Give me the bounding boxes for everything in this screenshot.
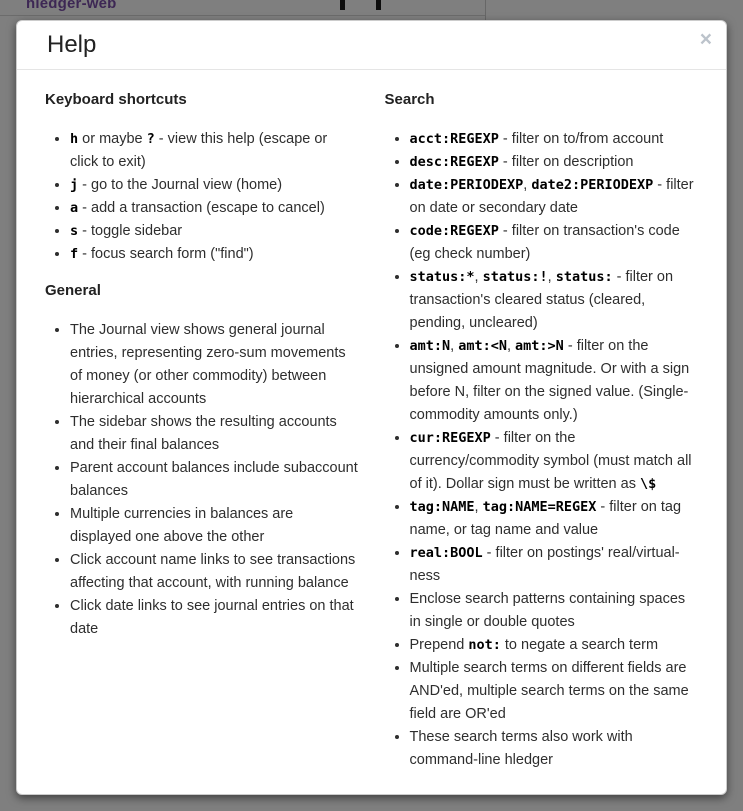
- list-item: • Parent account balances include subaccount balances: [70, 457, 359, 503]
- code-term: desc:REGEXP: [409, 154, 499, 170]
- code-term: f: [70, 246, 79, 262]
- close-icon[interactable]: ×: [699, 28, 712, 51]
- list-item: • h or maybe ? - view this help (escape or click to exit): [70, 128, 359, 174]
- list-item: • code:REGEXP - filter on transaction's code (eg check number): [410, 220, 699, 266]
- code-term: amt:>N: [515, 338, 564, 354]
- list-item: • j - go to the Journal view (home): [70, 174, 359, 197]
- code-term: amt:<N: [458, 338, 507, 354]
- list-item: • a - add a transaction (escape to cancel): [70, 197, 359, 220]
- code-term: j: [70, 177, 79, 193]
- help-list: [385, 128, 699, 772]
- code-term: status:*: [409, 269, 475, 285]
- code-term: amt:N: [409, 338, 451, 354]
- help-list: [45, 319, 359, 641]
- list-item: • The Journal view shows general journal entries, representing zero-sum movements of money (or other commodity) between hierarchical accounts: [70, 319, 359, 411]
- list-item: • Click account name links to see transactions affecting that account, with running balance: [70, 549, 359, 595]
- list-item: • Enclose search patterns containing spaces in single or double quotes: [410, 588, 699, 634]
- section-heading: Keyboard shortcuts: [45, 91, 187, 108]
- help-column-left: [32, 91, 372, 784]
- code-term: cur:REGEXP: [409, 430, 491, 446]
- modal-title: Help: [47, 31, 97, 58]
- list-item: • status:*, status:!, status: - filter on transaction's cleared status (cleared, pending, uncleared): [410, 266, 699, 335]
- list-item: • desc:REGEXP - filter on description: [410, 151, 699, 174]
- list-item: • Prepend not: to negate a search term: [410, 634, 699, 657]
- list-item: • date:PERIODEXP, date2:PERIODEXP - filter on date or secondary date: [410, 174, 699, 220]
- code-term: date:PERIODEXP: [409, 177, 524, 193]
- code-term: tag:NAME=REGEX: [482, 499, 597, 515]
- list-item: • Multiple currencies in balances are displayed one above the other: [70, 503, 359, 549]
- modal-header: [17, 21, 726, 70]
- code-term: acct:REGEXP: [409, 131, 499, 147]
- list-item: • real:BOOL - filter on postings' real/virtual-ness: [410, 542, 699, 588]
- list-item: • These search terms also work with command-line hledger: [410, 726, 699, 772]
- code-term: not:: [468, 637, 501, 653]
- code-term: code:REGEXP: [409, 223, 499, 239]
- help-column-right: [372, 91, 712, 784]
- modal-body: [17, 70, 726, 784]
- code-term: tag:NAME: [409, 499, 475, 515]
- list-item: • s - toggle sidebar: [70, 220, 359, 243]
- code-term: real:BOOL: [409, 545, 483, 561]
- list-item: • The sidebar shows the resulting accounts and their final balances: [70, 411, 359, 457]
- list-item: • cur:REGEXP - filter on the currency/commodity symbol (must match all of it). Dollar sign must be written as \$: [410, 427, 699, 496]
- list-item: • Multiple search terms on different fields are AND'ed, multiple search terms on the same field are OR'ed: [410, 657, 699, 726]
- code-term: s: [70, 223, 79, 239]
- code-term: date2:PERIODEXP: [531, 177, 654, 193]
- code-term: status:!: [482, 269, 548, 285]
- section-heading: Search: [384, 91, 435, 108]
- help-modal: [16, 20, 727, 795]
- section-heading: General: [45, 282, 101, 299]
- list-item: • amt:N, amt:<N, amt:>N - filter on the unsigned amount magnitude. Or with a sign before N, filter on the signed value. (Single-commodity amounts only.): [410, 335, 699, 427]
- code-term: ?: [146, 131, 155, 147]
- code-term: h: [70, 131, 79, 147]
- list-item: • acct:REGEXP - filter on to/from account: [410, 128, 699, 151]
- code-term: status:: [555, 269, 613, 285]
- list-item: • f - focus search form ("find"): [70, 243, 359, 266]
- list-item: • Click date links to see journal entries on that date: [70, 595, 359, 641]
- code-term: a: [70, 200, 79, 216]
- code-term: \$: [639, 476, 657, 492]
- help-list: [45, 128, 359, 266]
- list-item: • tag:NAME, tag:NAME=REGEX - filter on tag name, or tag name and value: [410, 496, 699, 542]
